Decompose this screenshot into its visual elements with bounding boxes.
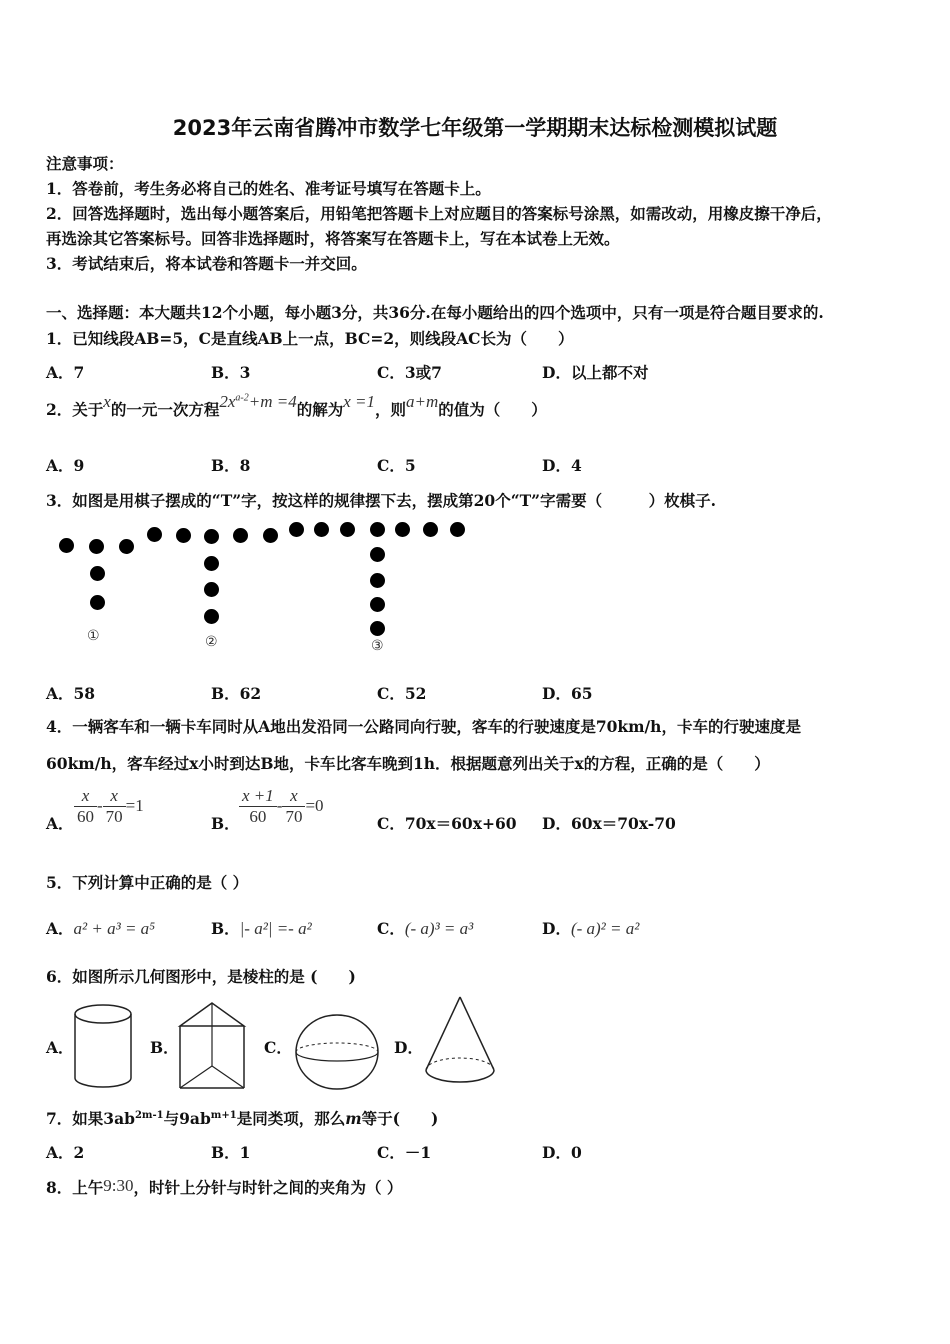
chess-piece (204, 609, 219, 624)
chess-piece (89, 539, 104, 554)
q1-stem: 1．已知线段AB=5，C是直线AB上一点，BC=2，则线段AC长为（ ） (46, 329, 574, 348)
chess-piece (176, 528, 191, 543)
chess-piece (370, 597, 385, 612)
q5-stem: 5．下列计算中正确的是（ ） (46, 873, 249, 892)
cone-icon (420, 994, 500, 1088)
q1-option-a: A．7 (46, 363, 85, 382)
q8-stem: 8．上午9:30，时针上分针与时针之间的夹角为（ ） (46, 1176, 403, 1197)
chess-piece (370, 573, 385, 588)
q2-option-c: C．5 (377, 456, 416, 475)
chess-piece (233, 528, 248, 543)
sphere-icon (293, 1012, 381, 1092)
q3-option-c: C．52 (377, 684, 427, 703)
chess-piece (370, 522, 385, 537)
q4-stem-line1: 4．一辆客车和一辆卡车同时从A地出发沿同一公路同向行驶，客车的行驶速度是70km/h，卡车的行驶速度是 (46, 717, 801, 736)
q4-option-b-expr: $\frac{x +1}{60}$ - $\frac{x}{70}$ =0 (239, 786, 324, 827)
chess-piece (204, 556, 219, 571)
q5-option-b: B．|- a²| =- a² (211, 919, 312, 938)
triangular-prism-icon (176, 1000, 248, 1092)
figure-label-1: ① (87, 628, 100, 644)
q3-option-d: D．65 (542, 684, 593, 703)
chess-piece (450, 522, 465, 537)
figure-label-2: ② (205, 634, 218, 650)
notice-item-3: 3．考试结束后，将本试卷和答题卡一并交回。 (46, 254, 367, 273)
chess-piece (423, 522, 438, 537)
q7-option-b: B．1 (211, 1143, 251, 1162)
chess-piece (147, 527, 162, 542)
q3-option-a: A．58 (46, 684, 96, 703)
q5-option-a: A．a² + a³ = a⁵ (46, 919, 156, 938)
chess-piece (370, 621, 385, 636)
chess-piece (204, 582, 219, 597)
section-heading: 一、选择题：本大题共12个小题，每小题3分，共36分.在每小题给出的四个选项中，只有一项是符合题目要求的. (46, 303, 824, 322)
chess-piece (370, 547, 385, 562)
chess-piece (59, 538, 74, 553)
q6-option-c-label: C． (264, 1038, 292, 1057)
q1-option-d: D．以上都不对 (542, 363, 649, 382)
chess-piece (395, 522, 410, 537)
q7-option-d: D．0 (542, 1143, 582, 1162)
q2-stem: 2．关于x的一元一次方程$2x^{a-2}+m =4$的解为x =1，则a+m的值为（ ） (46, 392, 547, 419)
chess-piece (263, 528, 278, 543)
q6-option-b-label: B． (150, 1038, 179, 1057)
q4-option-d: D．60x＝70x-70 (542, 814, 676, 833)
notice-item-2-cont: 再选涂其它答案标号。回答非选择题时，将答案写在答题卡上，写在本试卷上无效。 (46, 229, 620, 248)
q2-solution: x =1 (343, 392, 376, 411)
q7-stem: 7．如果$3ab^{2m-1}$与$9ab^{m+1}$是同类项，那么m等于( ) (46, 1109, 439, 1128)
q6-stem: 6．如图所示几何图形中，是棱柱的是 ( ) (46, 967, 356, 986)
chess-piece (314, 522, 329, 537)
figure-label-3: ③ (371, 638, 384, 654)
chess-piece (289, 522, 304, 537)
q6-option-d-label: D． (394, 1038, 423, 1057)
chess-piece (90, 566, 105, 581)
q5-option-c: C．(- a)³ = a³ (377, 919, 474, 938)
q2-option-a: A．9 (46, 456, 85, 475)
page-title: 2023年云南省腾冲市数学七年级第一学期期末达标检测模拟试题 (172, 116, 778, 140)
q7-option-c: C．－1 (377, 1143, 432, 1162)
chess-piece (119, 539, 134, 554)
cylinder-icon (72, 1002, 136, 1090)
q4-option-a-expr: $\frac{x}{60}$ - $\frac{x}{70}$ =1 (74, 786, 144, 827)
q8-time: 9:30 (103, 1176, 134, 1195)
chess-piece (340, 522, 355, 537)
q5-option-d: D．(- a)² = a² (542, 919, 640, 938)
notice-item-1: 1．答卷前，考生务必将自己的姓名、准考证号填写在答题卡上。 (46, 179, 491, 198)
notice-heading: 注意事项： (46, 154, 124, 173)
chess-piece (90, 595, 105, 610)
q7-option-a: A．2 (46, 1143, 85, 1162)
q2-option-b: B．8 (211, 456, 251, 475)
q2-option-d: D．4 (542, 456, 582, 475)
q4-option-b-label: B． (211, 814, 240, 833)
q1-option-c: C．3或7 (377, 363, 442, 382)
notice-item-2: 2．回答选择题时，选出每小题答案后，用铅笔把答题卡上对应题目的答案标号涂黑，如需改动，用橡皮擦干净后， (46, 204, 832, 223)
q2-equation: $2x^{a-2}+m =4$ (219, 392, 297, 411)
q4-option-a-label: A． (46, 814, 74, 833)
q2-expression: a+m (406, 392, 439, 411)
q4-stem-line2: 60km/h，客车经过x小时到达B地，卡车比客车晚到1h．根据题意列出关于x的方程，正确的是（ ） (46, 754, 770, 773)
q2-var: x (103, 392, 111, 411)
q4-option-c: C．70x＝60x+60 (377, 814, 517, 833)
q1-option-b: B．3 (211, 363, 251, 382)
q3-option-b: B．62 (211, 684, 262, 703)
q6-option-a-label: A． (46, 1038, 74, 1057)
chess-piece (204, 529, 219, 544)
q3-stem: 3．如图是用棋子摆成的“T”字，按这样的规律摆下去，摆成第20个“T”字需要（ ）枚棋子. (46, 491, 716, 510)
